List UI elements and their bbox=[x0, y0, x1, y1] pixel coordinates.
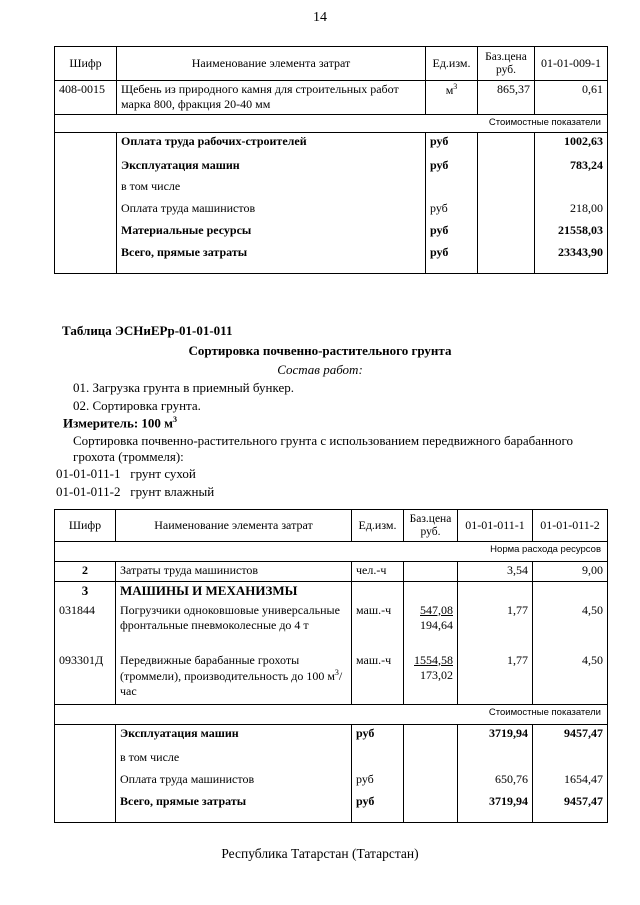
section-label: Стоимостные показатели bbox=[55, 115, 608, 133]
cost-row: Эксплуатация машин руб 3719,94 9457,47 bbox=[55, 725, 608, 749]
cost-row: в том числе bbox=[55, 749, 608, 771]
table-row: 093301Д Передвижные барабанные грохоты (троммели), производительность до 100 $м^3$/час маш.-ч 1554,58 173,02 1,77 4,50 bbox=[55, 652, 608, 705]
cost-row: Оплата труда машинистов руб 218,00 bbox=[55, 200, 608, 222]
variant-item: 01-01-011-1 грунт сухой bbox=[56, 466, 196, 481]
page-footer: Республика Татарстан (Татарстан) bbox=[221, 846, 419, 861]
table-row: 031844 Погрузчики одноковшовые универсальные фронтальные пневмоколесные до 4 т маш.-ч 547,08 194,64 1,77 4,50 bbox=[55, 602, 608, 652]
header-name: Наименование элемента затрат bbox=[116, 510, 352, 542]
cost-row: Всего, прямые затраты руб 23343,90 bbox=[55, 244, 608, 274]
norm-label: Норма расхода ресурсов bbox=[55, 542, 608, 562]
resource-code: 408-0015 bbox=[55, 81, 117, 115]
cost-row: Эксплуатация машин руб 783,24 bbox=[55, 157, 608, 178]
resource-name: Щебень из природного камня для строительных работ марка 800, фракция 20-40 мм bbox=[117, 81, 426, 115]
header-variant-1: 01-01-011-1 bbox=[458, 510, 533, 542]
header-code: Шифр bbox=[55, 47, 117, 81]
cost-row: Оплата труда рабочих-строителей руб 1002,63 bbox=[55, 133, 608, 157]
header-name: Наименование элемента затрат bbox=[117, 47, 426, 81]
table-row: 3 МАШИНЫ И МЕХАНИЗМЫ bbox=[55, 582, 608, 602]
measure-unit: Измеритель: 100 $м^3$ bbox=[63, 415, 178, 431]
header-code: Шифр bbox=[55, 510, 116, 542]
work-item: 01. Загрузка грунта в приемный бункер. bbox=[73, 380, 294, 395]
header-variant: 01-01-009-1 bbox=[535, 47, 608, 81]
header-unit: Ед.изм. bbox=[426, 47, 478, 81]
resource-price: 865,37 bbox=[478, 81, 535, 115]
table-title: Таблица ЭСНиЕРр-01-01-011 bbox=[62, 323, 233, 338]
continuation-table bbox=[54, 46, 608, 274]
header-variant-2: 01-01-011-2 bbox=[533, 510, 608, 542]
resource-unit: $м^3$ bbox=[426, 81, 478, 115]
header-price: Баз.цена руб. bbox=[478, 47, 535, 81]
variant-item: 01-01-011-2 грунт влажный bbox=[56, 484, 215, 499]
header-price: Баз.цена руб. bbox=[404, 510, 458, 542]
works-title: Состав работ: bbox=[277, 362, 363, 377]
section-heading: Сортировка почвенно-растительного грунта bbox=[188, 343, 452, 358]
section-description: Сортировка почвенно-растительного грунта с использованием передвижного барабанного грохота (троммеля): bbox=[73, 433, 573, 464]
page-number: 14 bbox=[313, 10, 327, 25]
cost-row: Всего, прямые затраты руб 3719,94 9457,47 bbox=[55, 793, 608, 823]
resource-table bbox=[54, 509, 608, 823]
table-row bbox=[55, 81, 608, 115]
cost-row: в том числе bbox=[55, 178, 608, 200]
table-row: 2 Затраты труда машинистов чел.-ч 3,54 9,00 bbox=[55, 562, 608, 582]
cost-row: Материальные ресурсы руб 21558,03 bbox=[55, 222, 608, 244]
work-item: 02. Сортировка грунта. bbox=[73, 398, 201, 413]
header-unit: Ед.изм. bbox=[352, 510, 404, 542]
section-label: Стоимостные показатели bbox=[55, 705, 608, 725]
cost-row: Оплата труда машинистов руб 650,76 1654,47 bbox=[55, 771, 608, 793]
resource-value: 0,61 bbox=[535, 81, 608, 115]
